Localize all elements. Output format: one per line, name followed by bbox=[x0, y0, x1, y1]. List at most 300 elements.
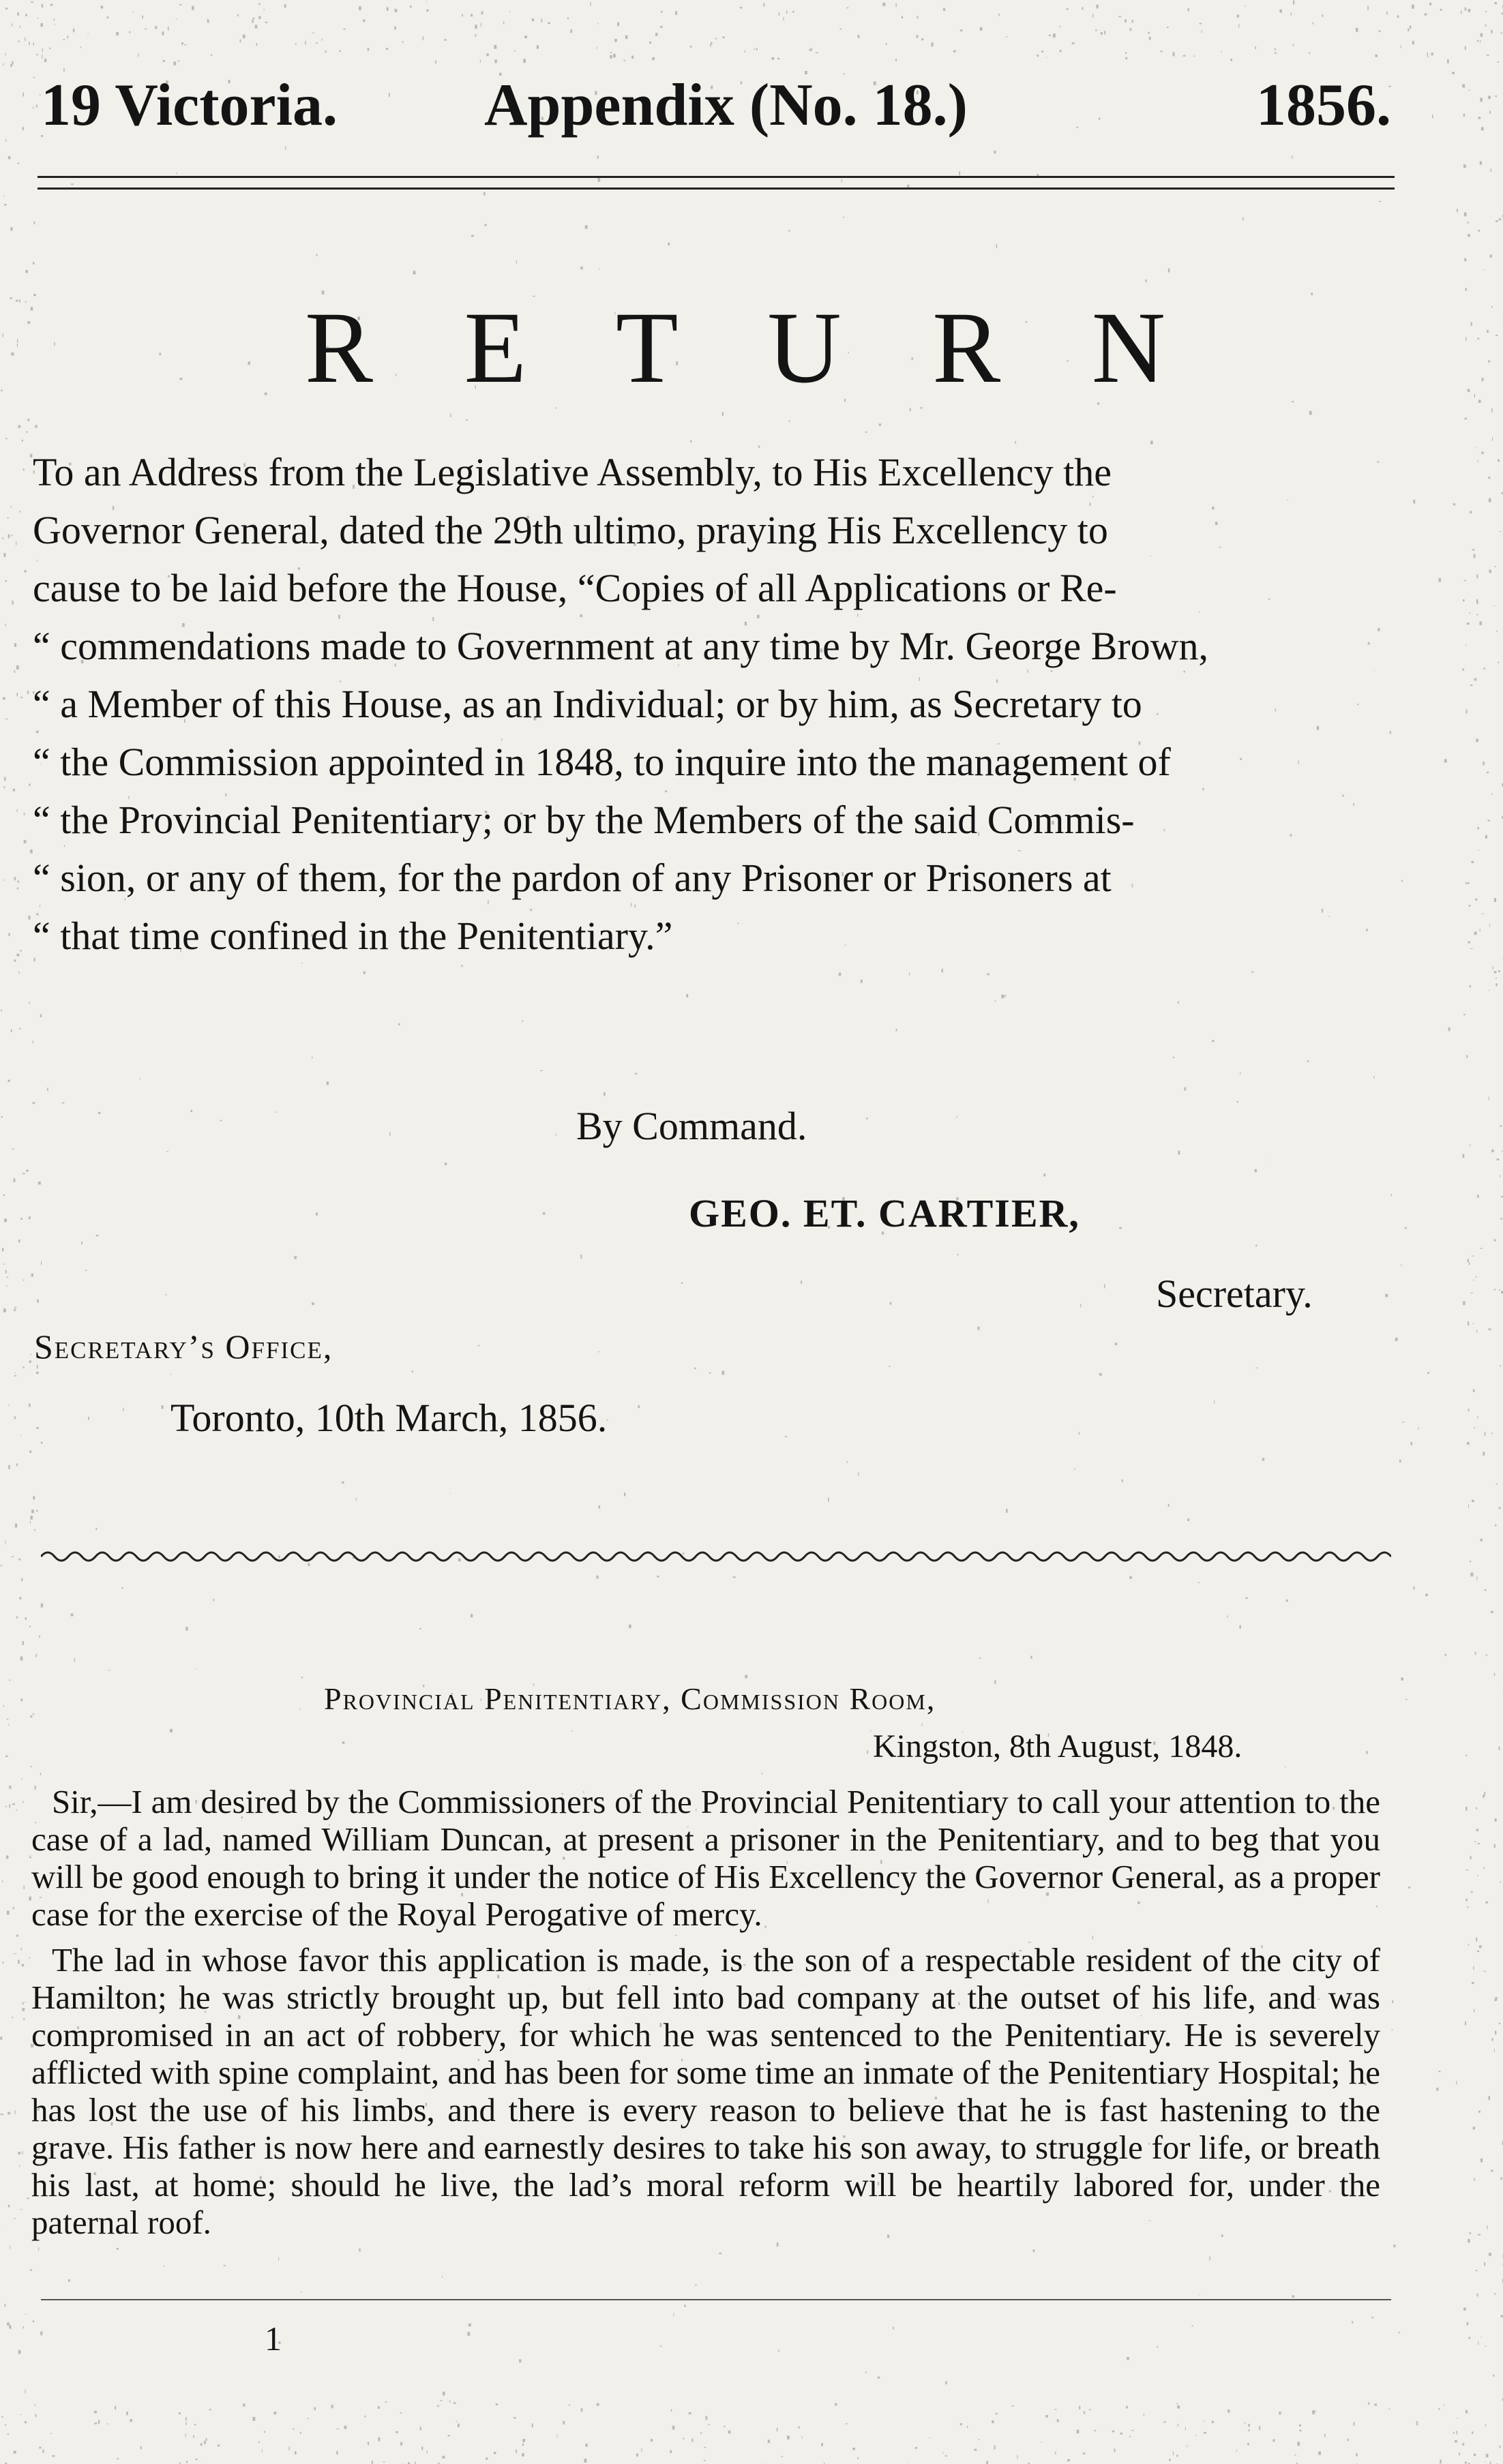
speckle-dot bbox=[1356, 28, 1358, 32]
speckle-dot bbox=[31, 1715, 33, 1717]
speckle-dot bbox=[1125, 19, 1127, 22]
speckle-dot bbox=[523, 59, 526, 63]
speckle-dot bbox=[1397, 15, 1399, 18]
speckle-dot bbox=[445, 1162, 447, 1165]
speckle-dot bbox=[4, 1218, 7, 1222]
speckle-dot bbox=[16, 1463, 18, 1466]
speckle-dot bbox=[71, 1614, 74, 1617]
speckle-dot bbox=[1099, 1373, 1102, 1376]
speckle-dot bbox=[1491, 1150, 1493, 1152]
speckle-dot bbox=[170, 1374, 171, 1375]
speckle-dot bbox=[846, 2423, 847, 2424]
speckle-dot bbox=[314, 2407, 316, 2411]
speckle-dot bbox=[636, 2454, 638, 2457]
speckle-dot bbox=[5, 7, 8, 9]
speckle-dot bbox=[866, 1117, 868, 1119]
speckle-dot bbox=[25, 2421, 27, 2423]
speckle-dot bbox=[116, 32, 119, 35]
speckle-dot bbox=[41, 1442, 43, 1444]
speckle-dot bbox=[38, 1182, 41, 1184]
speckle-dot bbox=[410, 5, 412, 7]
speckle-dot bbox=[789, 421, 790, 422]
speckle-dot bbox=[957, 1254, 959, 1256]
speckle-dot bbox=[200, 2444, 203, 2446]
speckle-dot bbox=[1177, 2403, 1178, 2405]
speckle-dot bbox=[959, 171, 960, 175]
speckle-dot bbox=[193, 2435, 194, 2438]
speckle-dot bbox=[1480, 98, 1483, 102]
speckle-dot bbox=[185, 1627, 188, 1630]
speckle-dot bbox=[36, 54, 38, 55]
speckle-dot bbox=[1494, 1673, 1495, 1677]
speckle-dot bbox=[5, 438, 8, 439]
speckle-dot bbox=[1379, 31, 1381, 32]
speckle-dot bbox=[1079, 1432, 1080, 1434]
speckle-dot bbox=[3, 1195, 5, 1196]
speckle-dot bbox=[1169, 2459, 1171, 2461]
speckle-dot bbox=[681, 1282, 683, 1284]
speckle-dot bbox=[867, 1750, 868, 1754]
speckle-dot bbox=[1427, 52, 1428, 56]
speckle-dot bbox=[1425, 1593, 1428, 1596]
speckle-dot bbox=[599, 1505, 601, 1509]
speckle-dot bbox=[1468, 1259, 1469, 1262]
speckle-dot bbox=[756, 48, 758, 50]
speckle-dot bbox=[1493, 605, 1494, 606]
speckle-dot bbox=[196, 2459, 198, 2460]
speckle-dot bbox=[395, 9, 398, 12]
speckle-dot bbox=[629, 1625, 631, 1628]
speckle-dot bbox=[299, 1709, 301, 1710]
speckle-dot bbox=[243, 35, 245, 39]
speckle-dot bbox=[809, 48, 812, 51]
speckle-dot bbox=[1125, 52, 1127, 54]
speckle-dot bbox=[1474, 678, 1476, 681]
speckle-dot bbox=[368, 48, 369, 51]
speckle-dot bbox=[1498, 61, 1500, 63]
speckle-dot bbox=[340, 50, 342, 52]
speckle-dot bbox=[1474, 554, 1476, 558]
speckle-dot bbox=[1307, 1060, 1309, 1062]
speckle-dot bbox=[1393, 2244, 1395, 2247]
speckle-dot bbox=[1405, 1227, 1407, 1229]
speckle-dot bbox=[816, 52, 818, 54]
speckle-dot bbox=[548, 22, 550, 24]
speckle-dot bbox=[22, 440, 23, 442]
speckle-dot bbox=[496, 2403, 498, 2405]
speckle-dot bbox=[1476, 614, 1478, 616]
speckle-dot bbox=[1129, 2436, 1131, 2437]
speckle-dot bbox=[992, 2420, 994, 2423]
speckle-dot bbox=[166, 1151, 168, 1152]
speckle-dot bbox=[557, 2434, 558, 2437]
speckle-dot bbox=[378, 2406, 380, 2409]
speckle-dot bbox=[316, 254, 318, 256]
speckle-dot bbox=[18, 2152, 20, 2154]
speckle-dot bbox=[29, 1404, 31, 1407]
speckle-dot bbox=[49, 48, 50, 50]
speckle-dot bbox=[1483, 1867, 1485, 1869]
speckle-dot bbox=[801, 1281, 802, 1284]
speckle-dot bbox=[1176, 2454, 1178, 2457]
speckle-dot bbox=[1467, 1906, 1468, 1908]
speckle-dot bbox=[1239, 1625, 1241, 1629]
speckle-dot bbox=[1112, 2431, 1114, 2433]
speckle-dot bbox=[1457, 2431, 1458, 2434]
speckle-dot bbox=[1245, 1597, 1248, 1599]
speckle-dot bbox=[237, 14, 239, 16]
speckle-dot bbox=[1483, 1452, 1485, 1455]
speckle-dot bbox=[1184, 1087, 1186, 1091]
speckle-dot bbox=[372, 2461, 373, 2464]
speckle-dot bbox=[25, 2313, 26, 2314]
speckle-dot bbox=[1472, 549, 1475, 550]
speckle-dot bbox=[218, 2444, 220, 2446]
page-number: 1 bbox=[265, 2319, 282, 2358]
speckle-dot bbox=[1476, 599, 1478, 603]
speckle-dot bbox=[974, 2449, 977, 2451]
speckle-dot bbox=[342, 1482, 344, 1484]
speckle-dot bbox=[1115, 1342, 1117, 1345]
speckle-dot bbox=[275, 1112, 277, 1113]
speckle-dot bbox=[722, 37, 724, 39]
speckle-dot bbox=[960, 30, 963, 32]
speckle-dot bbox=[1494, 1844, 1495, 1848]
speckle-dot bbox=[1204, 2432, 1206, 2434]
speckle-dot bbox=[675, 11, 677, 14]
speckle-dot bbox=[722, 1371, 725, 1375]
speckle-dot bbox=[613, 54, 616, 57]
speckle-dot bbox=[1452, 72, 1455, 74]
speckle-dot bbox=[204, 2441, 206, 2444]
speckle-dot bbox=[29, 1216, 31, 1219]
speckle-dot bbox=[356, 1498, 357, 1501]
speckle-dot bbox=[1055, 2409, 1057, 2410]
speckle-dot bbox=[8, 2433, 10, 2435]
speckle-dot bbox=[1488, 820, 1490, 821]
speckle-dot bbox=[649, 42, 651, 44]
speckle-dot bbox=[458, 2424, 460, 2427]
wavy-divider bbox=[41, 1546, 1391, 1567]
speckle-dot bbox=[17, 888, 18, 890]
speckle-dot bbox=[1324, 2434, 1326, 2437]
speckle-dot bbox=[289, 2446, 290, 2450]
speckle-dot bbox=[29, 1957, 31, 1959]
speckle-dot bbox=[1367, 6, 1369, 10]
speckle-dot bbox=[1488, 95, 1491, 99]
speckle-dot bbox=[437, 2405, 439, 2407]
speckle-dot bbox=[1408, 1887, 1410, 1889]
speckle-dot bbox=[8, 2205, 10, 2208]
speckle-dot bbox=[342, 1741, 345, 1744]
speckle-dot bbox=[1463, 2308, 1466, 2311]
speckle-dot bbox=[1465, 882, 1466, 884]
speckle-dot bbox=[31, 1509, 34, 1513]
speckle-dot bbox=[696, 2284, 697, 2285]
speckle-dot bbox=[777, 58, 779, 59]
speckle-dot bbox=[704, 2460, 706, 2461]
speckle-dot bbox=[1499, 2023, 1500, 2024]
speckle-dot bbox=[322, 38, 323, 41]
speckle-dot bbox=[192, 6, 194, 10]
speckle-dot bbox=[133, 12, 134, 13]
speckle-dot bbox=[1173, 2452, 1174, 2456]
speckle-dot bbox=[1352, 2321, 1353, 2324]
speckle-dot bbox=[704, 2447, 706, 2448]
speckle-dot bbox=[41, 1604, 43, 1608]
speckle-dot bbox=[5, 139, 6, 142]
speckle-dot bbox=[17, 163, 19, 164]
speckle-dot bbox=[449, 2400, 450, 2403]
by-command: By Command. bbox=[576, 1104, 807, 1148]
speckle-dot bbox=[1496, 1484, 1498, 1485]
speckle-dot bbox=[13, 1907, 14, 1909]
speckle-dot bbox=[80, 46, 82, 48]
speckle-dot bbox=[1494, 898, 1496, 902]
speckle-dot bbox=[1491, 2170, 1493, 2172]
speckle-dot bbox=[503, 22, 504, 25]
speckle-dot bbox=[42, 2450, 44, 2453]
speckle-dot bbox=[1368, 2402, 1369, 2405]
speckle-dot bbox=[792, 11, 794, 13]
speckle-dot bbox=[9, 1804, 10, 1807]
speckle-dot bbox=[29, 783, 30, 785]
speckle-dot bbox=[456, 2421, 458, 2422]
speckle-dot bbox=[953, 50, 956, 52]
speckle-dot bbox=[1083, 2453, 1086, 2454]
speckle-dot bbox=[1055, 2452, 1056, 2454]
speckle-dot bbox=[23, 127, 24, 130]
speckle-dot bbox=[35, 2414, 37, 2417]
speckle-dot bbox=[1480, 2159, 1483, 2163]
speckle-dot bbox=[23, 1801, 24, 1803]
address-line: cause to be laid before the House, “Copies of all Applications or Re- bbox=[33, 566, 1117, 610]
speckle-dot bbox=[1477, 2294, 1478, 2297]
speckle-dot bbox=[1500, 531, 1502, 532]
speckle-dot bbox=[1472, 1323, 1474, 1324]
speckle-dot bbox=[450, 1492, 451, 1493]
speckle-dot bbox=[1092, 14, 1093, 18]
speckle-dot bbox=[486, 2458, 488, 2460]
speckle-dot bbox=[1465, 2022, 1466, 2026]
speckle-dot bbox=[1464, 258, 1466, 261]
speckle-dot bbox=[1149, 37, 1151, 40]
speckle-dot bbox=[1467, 882, 1470, 884]
speckle-dot bbox=[597, 2403, 599, 2406]
speckle-dot bbox=[185, 2422, 187, 2424]
speckle-dot bbox=[690, 46, 692, 48]
speckle-dot bbox=[25, 14, 27, 16]
speckle-dot bbox=[1440, 2460, 1441, 2464]
speckle-dot bbox=[33, 2320, 34, 2322]
speckle-dot bbox=[453, 2403, 456, 2404]
speckle-dot bbox=[1412, 5, 1414, 9]
speckle-dot bbox=[1291, 13, 1292, 16]
speckle-dot bbox=[778, 2350, 779, 2352]
speckle-dot bbox=[33, 1102, 35, 1105]
signer-title: Secretary. bbox=[1156, 1272, 1313, 1316]
speckle-dot bbox=[917, 16, 919, 18]
speckle-dot bbox=[788, 230, 790, 232]
speckle-dot bbox=[220, 1120, 222, 1122]
speckle-dot bbox=[522, 1021, 523, 1022]
speckle-dot bbox=[1487, 55, 1489, 56]
speckle-dot bbox=[1089, 2409, 1091, 2411]
speckle-dot bbox=[581, 2408, 583, 2412]
speckle-dot bbox=[327, 1081, 329, 1085]
speckle-dot bbox=[1483, 1795, 1485, 1798]
speckle-dot bbox=[994, 1680, 996, 1684]
speckle-dot bbox=[543, 1212, 546, 1215]
speckle-dot bbox=[1476, 1576, 1477, 1580]
speckle-dot bbox=[475, 34, 477, 37]
speckle-dot bbox=[344, 2426, 347, 2429]
speckle-dot bbox=[494, 45, 496, 49]
speckle-dot bbox=[1479, 622, 1482, 625]
speckle-dot bbox=[1401, 880, 1403, 882]
speckle-dot bbox=[3, 697, 5, 700]
speckle-dot bbox=[243, 2403, 245, 2406]
speckle-dot bbox=[20, 950, 22, 952]
speckle-dot bbox=[1193, 56, 1195, 57]
speckle-dot bbox=[23, 2002, 24, 2005]
speckle-dot bbox=[295, 2451, 297, 2454]
speckle-dot bbox=[960, 2423, 962, 2425]
speckle-dot bbox=[1279, 2412, 1281, 2414]
speckle-dot bbox=[1237, 15, 1239, 18]
speckle-dot bbox=[252, 18, 255, 19]
speckle-dot bbox=[828, 1498, 829, 1502]
speckle-dot bbox=[1477, 1195, 1478, 1198]
speckle-dot bbox=[363, 972, 366, 974]
speckle-dot bbox=[448, 2435, 450, 2437]
speckle-dot bbox=[6, 1286, 8, 1287]
speckle-dot bbox=[1390, 731, 1391, 734]
speckle-dot bbox=[942, 969, 943, 973]
speckle-dot bbox=[337, 2429, 339, 2430]
speckle-dot bbox=[419, 1628, 421, 1629]
speckle-dot bbox=[516, 2450, 517, 2453]
speckle-dot bbox=[694, 1368, 696, 1370]
speckle-dot bbox=[1489, 924, 1490, 927]
speckle-dot bbox=[1240, 1072, 1241, 1074]
speckle-dot bbox=[524, 35, 527, 38]
speckle-dot bbox=[15, 1524, 17, 1528]
speckle-dot bbox=[467, 2332, 470, 2336]
speckle-dot bbox=[396, 2431, 398, 2433]
speckle-dot bbox=[1483, 269, 1485, 270]
speckle-dot bbox=[176, 172, 177, 174]
speckle-dot bbox=[879, 423, 881, 426]
speckle-dot bbox=[1410, 25, 1411, 29]
speckle-dot bbox=[1478, 230, 1480, 232]
speckle-dot bbox=[107, 2423, 108, 2424]
speckle-dot bbox=[522, 2453, 524, 2457]
speckle-dot bbox=[162, 31, 164, 35]
speckle-dot bbox=[1494, 1239, 1496, 1242]
speckle-dot bbox=[1479, 1945, 1482, 1948]
speckle-dot bbox=[1200, 23, 1202, 25]
speckle-dot bbox=[1482, 914, 1483, 915]
speckle-dot bbox=[878, 2377, 880, 2379]
speckle-dot bbox=[1238, 24, 1239, 27]
speckle-dot bbox=[35, 425, 37, 428]
speckle-dot bbox=[1221, 51, 1222, 52]
speckle-dot bbox=[162, 60, 165, 62]
speckle-dot bbox=[1379, 201, 1382, 202]
speckle-dot bbox=[11, 506, 12, 508]
speckle-dot bbox=[256, 43, 258, 46]
speckle-dot bbox=[252, 20, 253, 23]
speckle-dot bbox=[37, 1299, 39, 1303]
speckle-dot bbox=[294, 1256, 297, 1259]
speckle-dot bbox=[4, 777, 5, 781]
speckle-dot bbox=[3, 1308, 6, 1312]
speckle-dot bbox=[617, 22, 619, 27]
speckle-dot bbox=[1470, 511, 1472, 513]
speckle-dot bbox=[762, 1773, 763, 1775]
speckle-dot bbox=[700, 2432, 702, 2433]
speckle-dot bbox=[1439, 578, 1441, 582]
speckle-dot bbox=[5, 2304, 6, 2307]
speckle-dot bbox=[1371, 2317, 1373, 2318]
speckle-dot bbox=[1483, 667, 1485, 670]
speckle-dot bbox=[129, 31, 130, 33]
speckle-dot bbox=[1463, 1301, 1465, 1305]
speckle-dot bbox=[420, 2427, 421, 2430]
speckle-dot bbox=[847, 1461, 848, 1462]
speckle-dot bbox=[1465, 644, 1467, 646]
speckle-dot bbox=[1487, 772, 1489, 773]
speckle-dot bbox=[1188, 8, 1189, 12]
speckle-dot bbox=[786, 11, 787, 14]
header-session: 19 Victoria. bbox=[41, 72, 338, 138]
speckle-dot bbox=[942, 2452, 943, 2453]
speckle-dot bbox=[22, 2008, 25, 2011]
speckle-dot bbox=[944, 2456, 947, 2457]
speckle-dot bbox=[1429, 3, 1431, 5]
speckle-dot bbox=[1465, 46, 1466, 50]
speckle-dot bbox=[95, 1528, 97, 1530]
speckle-dot bbox=[325, 50, 327, 52]
speckle-dot bbox=[5, 580, 7, 582]
speckle-dot bbox=[1173, 52, 1175, 57]
speckle-dot bbox=[909, 973, 910, 976]
speckle-dot bbox=[1478, 827, 1480, 829]
speckle-dot bbox=[1476, 601, 1478, 604]
speckle-dot bbox=[5, 1806, 7, 1807]
speckle-dot bbox=[1399, 1460, 1401, 1462]
letter-place: Provincial Penitentiary, Commission Room, bbox=[324, 1681, 936, 1716]
speckle-dot bbox=[1491, 1611, 1493, 1613]
speckle-dot bbox=[207, 19, 209, 22]
speckle-dot bbox=[1490, 255, 1492, 258]
speckle-dot bbox=[8, 933, 10, 936]
speckle-dot bbox=[412, 1370, 413, 1372]
speckle-dot bbox=[398, 1023, 400, 1025]
speckle-dot bbox=[1497, 631, 1498, 632]
speckle-dot bbox=[331, 2405, 333, 2408]
speckle-dot bbox=[23, 93, 24, 97]
speckle-dot bbox=[1477, 460, 1478, 462]
speckle-dot bbox=[25, 570, 27, 573]
speckle-dot bbox=[1462, 2443, 1464, 2445]
speckle-dot bbox=[1480, 161, 1482, 164]
speckle-dot bbox=[1212, 1040, 1215, 1042]
speckle-dot bbox=[176, 18, 177, 19]
speckle-dot bbox=[2, 1962, 4, 1964]
speckle-dot bbox=[7, 1910, 10, 1914]
